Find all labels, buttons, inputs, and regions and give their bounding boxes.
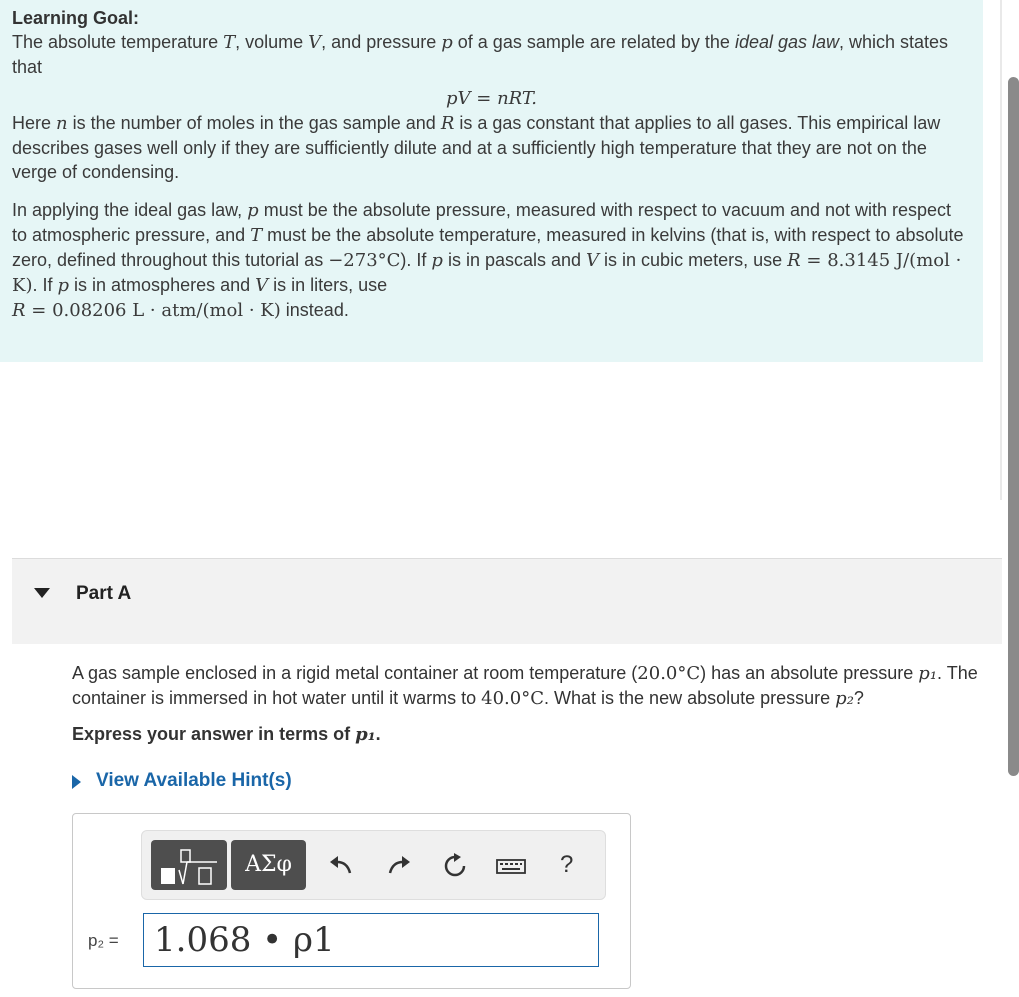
var-p-4: p: [57, 275, 70, 296]
var-R-2: R =: [787, 250, 828, 271]
units-text-i: is in liters, use: [268, 275, 388, 295]
answer-label: p₂ =: [88, 931, 119, 950]
units-text-d: ). If: [400, 250, 432, 270]
R-atm-value: 0.08206 L · atm/(mol · K): [52, 300, 281, 321]
var-T-2: T: [250, 225, 263, 246]
learning-goal-panel: [0, 0, 983, 362]
units-text-g: . If: [32, 275, 58, 295]
templates-button[interactable]: [151, 840, 227, 890]
intro-text-d: of a gas sample are related by the: [452, 32, 735, 52]
intro-text-a: The absolute temperature: [12, 32, 224, 52]
redo-icon[interactable]: [386, 853, 412, 879]
learning-goal-moles: [12, 111, 971, 184]
hot-water-temperature: 40.0°C: [481, 688, 545, 709]
intro-text-e: , which states that: [12, 32, 949, 77]
part-a-header[interactable]: [12, 559, 1002, 644]
templates-icon: [151, 840, 227, 890]
units-text-c: must be the absolute temperature, measured in kelvins (that is, with respect to absolute zero, defined throughout this tutorial as: [12, 225, 964, 270]
units-text-b: must be the absolute pressure, measured with respect to vacuum and not with respect to atmospheric pressure, and: [12, 200, 952, 245]
room-temperature: 20.0°C: [637, 663, 701, 684]
ideal-gas-law-term: ideal gas law: [734, 32, 840, 52]
learning-goal-units: [12, 198, 971, 323]
learning-goal-intro: [12, 30, 971, 79]
units-text-h: is in atmospheres and: [69, 275, 256, 295]
var-n: n: [56, 113, 68, 134]
var-T: T: [223, 32, 236, 53]
learning-goal-title: Learning Goal:: [12, 8, 140, 28]
var-p: p: [441, 32, 453, 53]
units-text-e: is in pascals and: [442, 250, 587, 270]
answer-box: [72, 813, 631, 989]
var-V: V: [308, 32, 322, 53]
units-text-a: In applying the ideal gas law,: [12, 200, 248, 220]
var-V-2: V: [586, 250, 600, 271]
question-text-e: ?: [853, 688, 864, 708]
view-hints-link[interactable]: View Available Hint(s): [96, 770, 292, 791]
moles-text-c: is a gas constant that applies to all gases. This empirical law describes gases well only if they are sufficiently dilute and at a sufficiently high temperature that they are not on the verge of condensing.: [12, 113, 941, 182]
part-a-label: Part A: [76, 583, 132, 604]
express-text-b: .: [375, 724, 381, 744]
var-p-2: p: [247, 200, 259, 221]
var-V-3: V: [255, 275, 269, 296]
express-text-a: Express your answer in terms of: [72, 724, 356, 744]
units-text-f: is in cubic meters, use: [599, 250, 788, 270]
var-p1: p₁: [918, 663, 938, 684]
reset-icon[interactable]: [442, 853, 468, 879]
keyboard-icon[interactable]: [496, 853, 526, 879]
question-text-c: . The container is immersed in hot water until it warms to: [72, 663, 978, 708]
units-text-j: instead.: [280, 300, 349, 320]
question-text-b: ) has an absolute pressure: [700, 663, 919, 683]
undo-icon[interactable]: [328, 853, 354, 879]
var-p2: p₂: [835, 688, 854, 709]
moles-text-a: Here: [12, 113, 57, 133]
intro-text-b: , volume: [235, 32, 309, 52]
var-R: R: [440, 113, 455, 134]
answer-input[interactable]: 1.068 • ρ1: [143, 913, 599, 967]
R-si-value: 8.3145 J/(mol · K): [12, 250, 962, 296]
ideal-gas-equation: pV = nRT.: [446, 88, 537, 109]
help-button[interactable]: ?: [560, 851, 574, 878]
intro-text-c: , and pressure: [321, 32, 442, 52]
collapse-triangle-icon[interactable]: [34, 588, 50, 598]
express-instruction: [72, 724, 381, 745]
question-text-a: A gas sample enclosed in a rigid metal container at room temperature (: [72, 663, 638, 683]
greek-symbols-button[interactable]: ΑΣφ: [231, 840, 306, 890]
inner-scroll-track[interactable]: [1000, 0, 1002, 500]
moles-text-b: is the number of moles in the gas sample and: [67, 113, 441, 133]
question-text: [72, 661, 1012, 711]
express-var: p₁: [355, 724, 376, 745]
var-R-3: R =: [12, 300, 53, 321]
var-p-3: p: [431, 250, 443, 271]
math-toolbar: [141, 830, 606, 900]
expand-triangle-icon[interactable]: [72, 775, 81, 789]
question-text-d: . What is the new absolute pressure: [544, 688, 836, 708]
absolute-zero-value: −273°C: [328, 250, 401, 271]
